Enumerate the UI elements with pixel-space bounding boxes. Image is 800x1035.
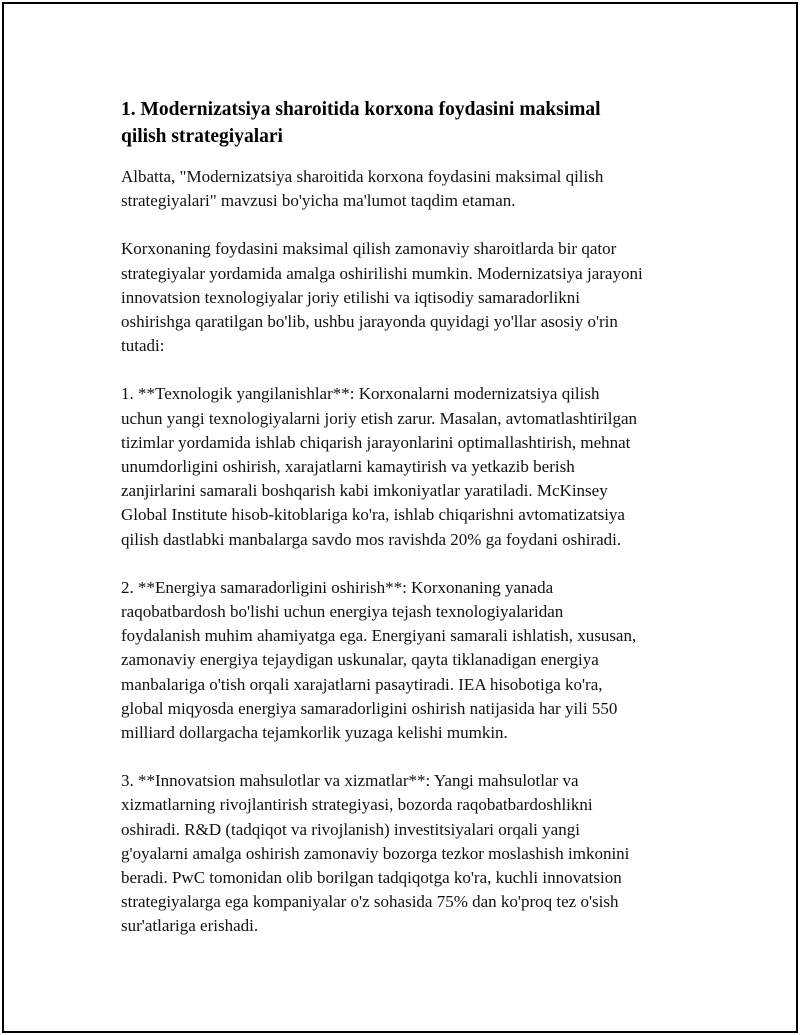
text-line: tutadi: [121,336,165,356]
text-line: beradi. PwC tomonidan olib borilgan tadqiqotga ko'ra, kuchli innovatsion [121,868,622,888]
text-line: zamonaviy energiya tejaydigan uskunalar, qayta tiklanadigan energiya [121,650,599,670]
text-line: Albatta, "Modernizatsiya sharoitida korxona foydasini maksimal qilish [121,167,604,186]
text-line: unumdorligini oshirish, xarajatlarni kamaytirish va yetkazib berish [121,457,575,477]
text-line: tizimlar yordamida ishlab chiqarish jarayonlarini optimallashtirish, mehnat [121,432,631,452]
text-line: oshirishga qaratilgan bo'lib, ushbu jarayonda quyidagi yo'llar asosiy o'rin [121,312,618,332]
text-line: foydalanish muhim ahamiyatga ega. Energiyani samarali ishlatish, xususan, [121,626,637,646]
text-line: manbalariga o'tish orqali xarajatlarni pasaytiradi. IEA hisobotiga ko'ra, [121,674,603,694]
text-line: qilish dastlabki manbalarga savdo mos ravishda 20% ga foydani oshiradi. [121,529,622,549]
document-page [2,2,798,1033]
text-line: oshiradi. R&D (tadqiqot va rivojlanish) investitsiyalari orqali yangi [121,819,580,839]
title-line: qilish strategiyalari [121,126,283,147]
text-line: Korxonaning foydasini maksimal qilish zamonaviy sharoitlarda bir qator [121,239,617,259]
innovation-paragraph [121,769,711,938]
text-line: raqobatbardosh bo'lishi uchun energiya tejash texnologiyalaridan [121,602,564,622]
text-line: 1. **Texnologik yangilanishlar**: Korxonalarni modernizatsiya qilish [121,384,600,404]
text-line: zanjirlarini samarali boshqarish kabi imkoniyatlar yaratiladi. McKinsey [121,481,608,501]
text-line: 2. **Energiya samaradorligini oshirish**: Korxonaning yanada [121,577,554,597]
text-line: strategiyalar yordamida amalga oshirilishi mumkin. Modernizatsiya jarayoni [121,263,643,283]
overview-paragraph [121,237,711,358]
energy-paragraph [121,576,711,745]
title-line: 1. Modernizatsiya sharoitida korxona foydasini maksimal [121,99,601,120]
text-line: g'oyalarni amalga oshirish zamonaviy bozorga tezkor moslashish imkonini [121,843,630,863]
text-line: global miqyosda energiya samaradorligini oshirish natijasida har yili 550 [121,698,618,718]
technology-paragraph [121,382,711,551]
text-line: milliard dollargacha tejamkorlik yuzaga kelishi mumkin. [121,723,508,743]
text-line: 3. **Innovatsion mahsulotlar va xizmatlar**: Yangi mahsulotlar va [121,771,579,791]
text-line: strategiyalarga ega kompaniyalar o'z sohasida 75% dan ko'proq tez o'sish [121,892,619,912]
document-title [121,96,711,150]
text-line: strategiyalari" mavzusi bo'yicha ma'lumot taqdim etaman. [121,191,516,211]
text-line: innovatsion texnologiyalar joriy etilishi va iqtisodiy samaradorlikni [121,287,580,307]
intro-paragraph [121,165,711,213]
text-line: sur'atlariga erishadi. [121,916,259,936]
text-line: uchun yangi texnologiyalarni joriy etish zarur. Masalan, avtomatlashtirilgan [121,408,638,428]
document-body [121,96,711,963]
text-line: xizmatlarning rivojlantirish strategiyasi, bozorda raqobatbardoshlikni [121,795,593,815]
text-line: Global Institute hisob-kitoblariga ko'ra, ishlab chiqarishni avtomatizatsiya [121,505,625,525]
